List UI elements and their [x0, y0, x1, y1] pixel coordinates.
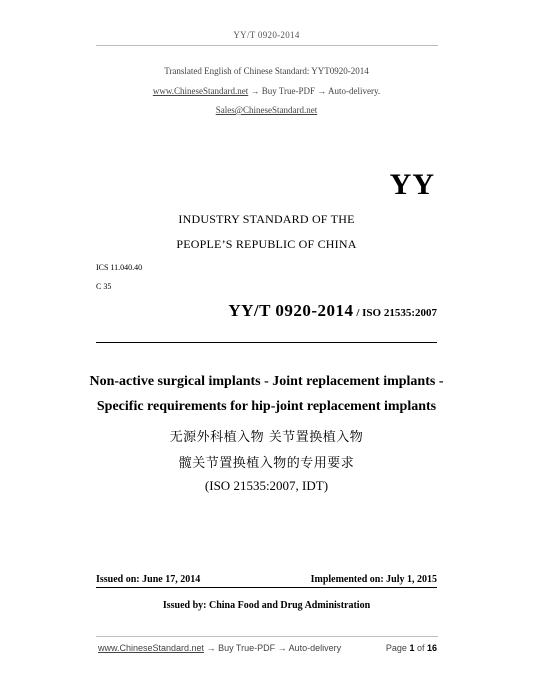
page-label: Page — [385, 643, 410, 653]
promo-line — [0, 86, 533, 96]
industry-line-2: PEOPLE’S REPUBLIC OF CHINA — [176, 237, 357, 251]
footer-link[interactable]: www.ChineseStandard.net — [98, 643, 205, 653]
implemented-date: Implemented on: July 1, 2015 — [310, 574, 437, 585]
footer-promo — [98, 643, 341, 653]
dates-divider — [96, 587, 437, 588]
chinese-title-line-1: 无源外科植入物 关节置换植入物 — [169, 430, 364, 445]
issued-date: Issued on: June 17, 2014 — [96, 574, 201, 585]
header-divider — [96, 45, 438, 46]
footer-divider — [96, 636, 438, 637]
iso-equivalent: / ISO 21535:2007 — [353, 307, 437, 319]
industry-line-1: INDUSTRY STANDARD OF THE — [178, 212, 355, 226]
issuer: Issued by: China Food and Drug Administration — [162, 600, 371, 611]
page-indicator — [386, 643, 437, 653]
standard-divider — [96, 342, 437, 343]
of-label: of — [414, 643, 427, 653]
standard-number — [228, 301, 437, 321]
page-total: 16 — [426, 643, 437, 653]
title-line-1: Non-active surgical implants - Joint replacement implants - — [89, 374, 444, 389]
chinese-title-line-2: 髋关节置换植入物的专用要求 — [178, 456, 355, 471]
title-line-2: Specific requirements for hip-joint replacement implants — [96, 399, 437, 414]
ics-code: ICS 11.040.40 — [96, 263, 143, 272]
yy-logo: YY — [389, 168, 435, 201]
standard-code: YY/T 0920-2014 — [228, 301, 354, 320]
running-header: YY/T 0920-2014 — [233, 30, 300, 40]
ccs-code: C 35 — [96, 282, 112, 291]
translation-note: Translated English of Chinese Standard: YYT0920-2014 — [164, 66, 369, 76]
footer-promo-text: → Buy True-PDF → Auto-delivery — [204, 643, 342, 653]
sales-line — [0, 105, 533, 115]
promo-text: → Buy True-PDF → Auto-delivery. — [248, 86, 381, 96]
iso-equivalence: (ISO 21535:2007, IDT) — [204, 478, 329, 493]
sales-email-link[interactable]: Sales@ChineseStandard.net — [215, 105, 318, 115]
chinesestandard-link[interactable]: www.ChineseStandard.net — [152, 86, 249, 96]
page-number: 1 — [409, 643, 415, 653]
